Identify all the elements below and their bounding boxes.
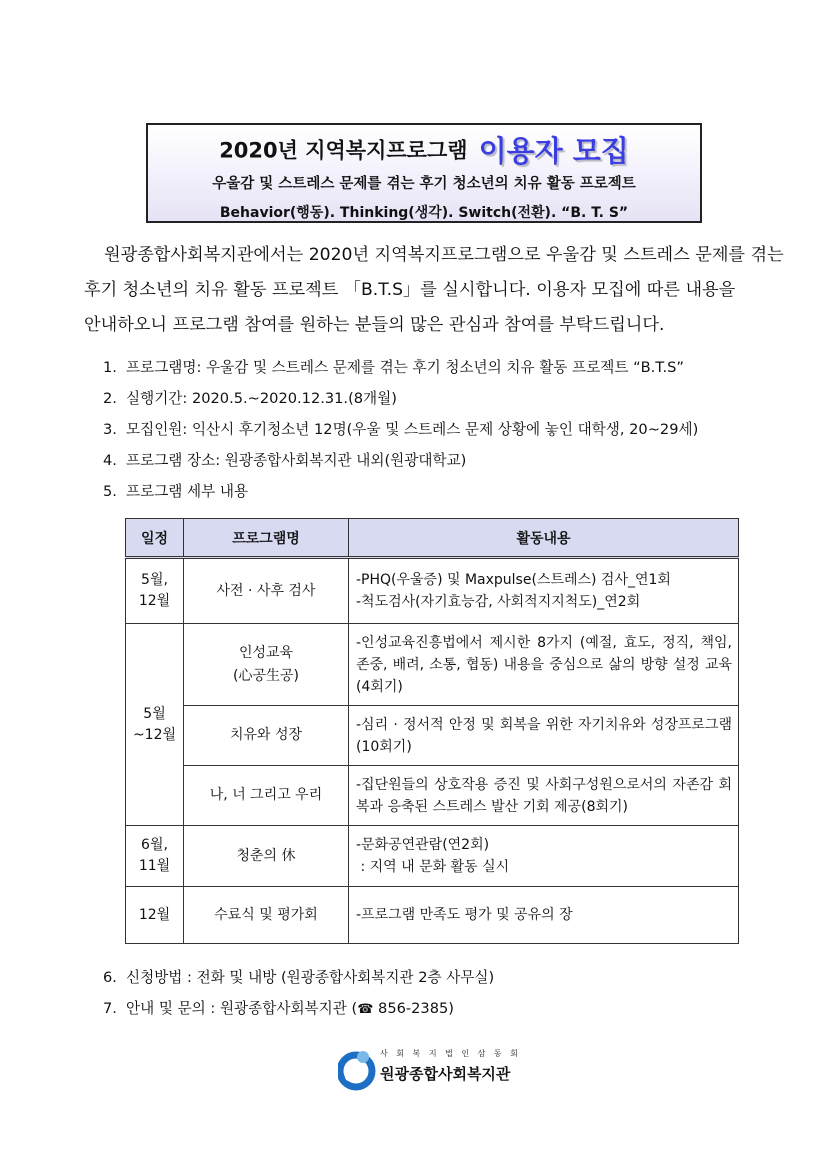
list-number: 6. bbox=[103, 969, 117, 986]
list-number: 4. bbox=[103, 452, 117, 469]
phone-number: 856-2385) bbox=[373, 1000, 454, 1017]
list-item bbox=[103, 387, 803, 418]
intro-line-1: 원광종합사회복지관에서는 2020년 지역복지프로그램으로 우울감 및 스트레스 문제를 겪는 bbox=[104, 245, 784, 265]
list-item bbox=[103, 356, 803, 387]
program-table bbox=[125, 518, 739, 944]
table-row bbox=[126, 826, 739, 887]
activity-line: -문화공연관람(연2회) bbox=[356, 837, 490, 853]
header-program: 프로그램명 bbox=[184, 519, 349, 558]
table-row bbox=[126, 624, 739, 706]
date-cell bbox=[126, 624, 184, 826]
list-number: 3. bbox=[103, 421, 117, 438]
subtitle: 우울감 및 스트레스 문제를 겪는 후기 청소년의 치유 활동 프로젝트 bbox=[212, 176, 636, 192]
header-box bbox=[146, 123, 702, 223]
activity-cell bbox=[349, 558, 739, 624]
intro-line-3: 안내하오니 프로그램 참여를 원하는 분들의 많은 관심과 참여를 부탁드립니다. bbox=[84, 315, 665, 335]
list-item bbox=[103, 480, 803, 511]
list-text: 실행기간: 2020.5.~2020.12.31.(8개월) bbox=[126, 390, 397, 407]
title-line bbox=[148, 129, 700, 171]
subtitle-bts: Behavior(행동). Thinking(생각). Switch(전환). “B. T. S” bbox=[219, 205, 629, 221]
table-row bbox=[126, 706, 739, 766]
program-cell: 사전 · 사후 검사 bbox=[184, 558, 349, 624]
logo-emblem-icon bbox=[338, 1047, 378, 1093]
list-text: 프로그램 세부 내용 bbox=[126, 483, 249, 500]
list-number: 7. bbox=[103, 1000, 117, 1017]
program-cell: 나, 너 그리고 우리 bbox=[184, 766, 349, 826]
list-text: 모집인원: 익산시 후기청소년 12명(우울 및 스트레스 문제 상황에 놓인 대학생, 20~29세) bbox=[126, 421, 699, 438]
activity-cell bbox=[349, 826, 739, 887]
activity-cell: -심리 · 정서적 안정 및 회복을 위한 자기치유와 성장프로그램 (10회기) bbox=[349, 706, 739, 766]
activity-cell: -인성교육진흥법에서 제시한 8가지 (예절, 효도, 정직, 책임, 존중, 배려, 소통, 협동) 내용을 중심으로 삶의 방향 설정 교육(4회기) bbox=[349, 624, 739, 706]
activity-line: -PHQ(우울증) 및 Maxpulse(스트레스) 검사_연1회 bbox=[356, 572, 671, 588]
list-item bbox=[103, 966, 494, 997]
title-main: 2020년 지역복지프로그램 bbox=[219, 138, 468, 163]
list-text: 신청방법 : 전화 및 내방 (원광종합사회복지관 2층 사무실) bbox=[126, 969, 495, 986]
list-item bbox=[103, 449, 803, 480]
program-name: 인성교육 (心공生공) bbox=[233, 644, 299, 684]
header-date: 일정 bbox=[126, 519, 184, 558]
date-cell: 12월 bbox=[126, 887, 184, 944]
table-row bbox=[126, 558, 739, 624]
date-text: 5월 ~12월 bbox=[132, 705, 177, 743]
program-cell bbox=[184, 624, 349, 706]
program-cell: 치유와 성장 bbox=[184, 706, 349, 766]
date-text: 6월, 11월 bbox=[138, 837, 171, 874]
date-cell bbox=[126, 558, 184, 624]
list-number: 2. bbox=[103, 390, 117, 407]
list-text: 프로그램명: 우울감 및 스트레스 문제를 겪는 후기 청소년의 치유 활동 프로젝트 “B.T.S” bbox=[126, 359, 684, 376]
program-cell: 청춘의 休 bbox=[184, 826, 349, 887]
date-text: 5월, 12월 bbox=[138, 572, 171, 609]
header-activity: 활동내용 bbox=[349, 519, 739, 558]
logo-subtitle: 사 회 복 지 법 인 삼 동 회 bbox=[380, 1049, 521, 1058]
logo-title: 원광종합사회복지관 bbox=[380, 1065, 511, 1083]
activity-cell: -프로그램 만족도 평가 및 공유의 장 bbox=[349, 887, 739, 944]
phone-icon: ☎ bbox=[357, 1002, 374, 1017]
table-header-row bbox=[126, 519, 739, 558]
list-item bbox=[103, 418, 803, 449]
organization-logo bbox=[338, 1045, 538, 1095]
contact-list bbox=[103, 966, 494, 1028]
intro-line-2: 후기 청소년의 치유 활동 프로젝트 「B.T.S」를 실시합니다. 이용자 모집에 따른 내용을 bbox=[84, 280, 736, 300]
list-item bbox=[103, 997, 494, 1028]
table-row bbox=[126, 887, 739, 944]
program-cell: 수료식 및 평가회 bbox=[184, 887, 349, 944]
activity-line: -척도검사(자기효능감, 사회적지지척도)_연2회 bbox=[356, 594, 641, 610]
table-row bbox=[126, 766, 739, 826]
intro-paragraph bbox=[84, 238, 784, 343]
activity-cell: -집단원들의 상호작용 증진 및 사회구성원으로서의 자존감 회복과 응축된 스트레스 발산 기회 제공(8회기) bbox=[349, 766, 739, 826]
list-text: 프로그램 장소: 원광종합사회복지관 내외(원광대학교) bbox=[126, 452, 467, 469]
date-cell bbox=[126, 826, 184, 887]
title-accent: 이용자 모집 bbox=[478, 133, 629, 168]
list-number: 5. bbox=[103, 483, 117, 500]
info-list bbox=[103, 356, 803, 511]
activity-line: : 지역 내 문화 활동 실시 bbox=[356, 859, 510, 875]
list-text: 안내 및 문의 : 원광종합사회복지관 ( bbox=[126, 1000, 358, 1017]
list-number: 1. bbox=[103, 359, 117, 376]
